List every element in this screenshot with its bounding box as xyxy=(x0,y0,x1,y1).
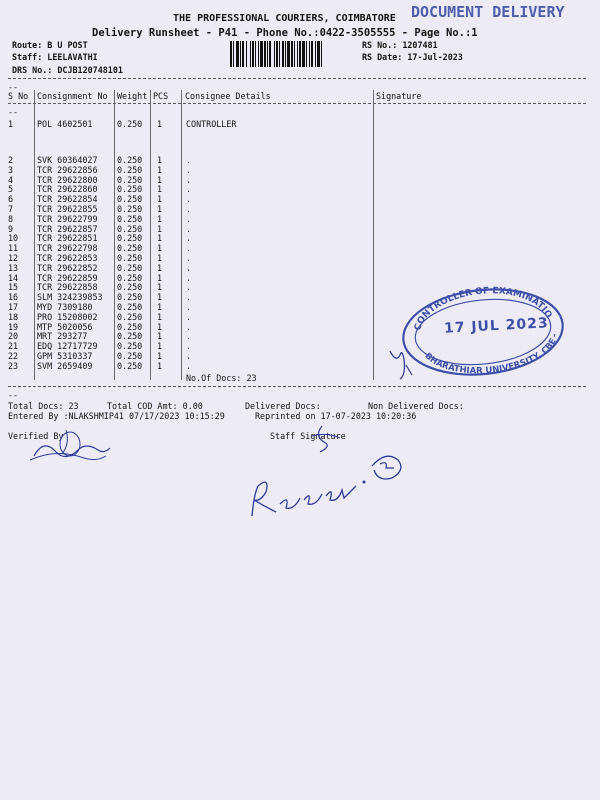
route: Route: B U POST xyxy=(12,40,88,50)
col-separator xyxy=(34,90,35,380)
sno: 18 xyxy=(8,311,19,322)
sno: 16 xyxy=(8,292,19,303)
sno: 15 xyxy=(8,282,19,293)
consignment-number: SVM 2659409 xyxy=(37,360,93,371)
received-handwriting xyxy=(246,446,426,526)
weight: 0.250 xyxy=(117,302,143,312)
entered-by: Entered By :NLAKSHMIP41 07/17/2023 10:15:29 xyxy=(8,411,225,421)
consignee: . xyxy=(186,321,192,332)
consignment-number: TCR 29622855 xyxy=(37,204,98,214)
sno: 23 xyxy=(8,360,19,371)
weight: 0.250 xyxy=(117,282,143,293)
non-delivered-docs: Non Delivered Docs: xyxy=(368,401,464,411)
sno: 12 xyxy=(8,253,19,263)
stamp-top-text: CONTROLLER OF EXAMINATIONS xyxy=(413,286,554,332)
sno: 4 xyxy=(8,174,14,185)
consignment-number: GPM 5310337 xyxy=(37,351,93,361)
col-header-weight: Weight xyxy=(117,91,148,101)
pieces: 1 xyxy=(157,194,163,205)
sno: 9 xyxy=(8,223,14,234)
pieces: 1 xyxy=(157,262,163,273)
consignment-number: TCR 29622858 xyxy=(37,282,98,293)
rs-number: RS No.: 1207481 xyxy=(362,40,438,50)
consignee: . xyxy=(186,351,192,361)
col-header-pcs: PCS xyxy=(153,91,169,101)
consignment-number: TCR 29622798 xyxy=(37,243,98,254)
consignee: . xyxy=(186,233,192,244)
consignee: . xyxy=(186,164,192,175)
consignment-number: EDQ 12717729 xyxy=(37,341,98,352)
signature-initial-mark xyxy=(386,345,416,385)
col-header-consignment: Consignment No xyxy=(37,91,108,101)
company-name: THE PROFESSIONAL COURIERS, COIMBATORE xyxy=(173,13,396,24)
pieces: 1 xyxy=(157,164,163,175)
consignment-number: TCR 29622799 xyxy=(37,213,98,224)
pieces: 1 xyxy=(157,204,163,214)
weight: 0.250 xyxy=(117,204,143,214)
col-header-signature: Signature xyxy=(376,91,422,101)
weight: 0.250 xyxy=(117,272,143,283)
sno: 7 xyxy=(8,204,14,214)
weight: 0.250 xyxy=(117,253,143,263)
rule-marker: -- xyxy=(8,82,19,92)
pieces: 1 xyxy=(157,155,163,165)
pieces: 1 xyxy=(157,331,163,342)
consignee: . xyxy=(186,341,192,352)
weight: 0.250 xyxy=(117,164,143,175)
consignee: . xyxy=(186,331,192,342)
stamp-date: 17 JUL 2023 xyxy=(443,315,550,337)
rule xyxy=(8,78,586,79)
weight: 0.250 xyxy=(117,119,143,129)
consignment-number: TCR 29622851 xyxy=(37,233,98,244)
consignment-number: TCR 29622853 xyxy=(37,253,98,263)
consignee: . xyxy=(186,204,192,214)
pieces: 1 xyxy=(157,282,163,293)
sno: 6 xyxy=(8,194,14,205)
consignee: . xyxy=(186,302,192,312)
weight: 0.250 xyxy=(117,233,143,244)
consignee: . xyxy=(186,174,192,185)
pieces: 1 xyxy=(157,213,163,224)
sno: 19 xyxy=(8,321,19,332)
drs-number: DRS No.: DCJB120748101 xyxy=(12,65,123,75)
total-cod-amount: Total COD Amt: 0.00 xyxy=(107,401,203,411)
sno: 22 xyxy=(8,351,19,361)
document-delivery-stamp: DOCUMENT DELIVERY xyxy=(411,3,565,21)
weight: 0.250 xyxy=(117,360,143,371)
verified-by-label: Verified By xyxy=(8,431,64,441)
pieces: 1 xyxy=(157,233,163,244)
weight: 0.250 xyxy=(117,292,143,303)
consignment-number: SLM 324239853 xyxy=(37,292,103,303)
col-separator xyxy=(150,90,151,380)
pieces: 1 xyxy=(157,223,163,234)
consignment-number: SVK 60364027 xyxy=(37,155,98,165)
consignment-number: POL 4602501 xyxy=(37,119,93,129)
rs-date: RS Date: 17-Jul-2023 xyxy=(362,52,463,62)
sno: 17 xyxy=(8,302,19,312)
consignee: . xyxy=(186,184,192,195)
delivered-docs: Delivered Docs: xyxy=(245,401,321,411)
col-separator xyxy=(373,90,374,380)
col-header-sno: S No xyxy=(8,91,29,101)
pieces: 1 xyxy=(157,351,163,361)
pieces: 1 xyxy=(157,253,163,263)
weight: 0.250 xyxy=(117,184,143,195)
consignee: . xyxy=(186,223,192,234)
no-of-docs: No.Of Docs: 23 xyxy=(186,373,257,383)
weight: 0.250 xyxy=(117,213,143,224)
sno: 13 xyxy=(8,262,19,273)
barcode xyxy=(230,41,353,67)
sno: 2 xyxy=(8,155,14,165)
consignee: . xyxy=(186,194,192,205)
pieces: 1 xyxy=(157,292,163,303)
col-header-consignee: Consignee Details xyxy=(185,91,271,101)
weight: 0.250 xyxy=(117,311,143,322)
pieces: 1 xyxy=(157,321,163,332)
runsheet-title: Delivery Runsheet - P41 - Phone No.:0422-3505555 - Page No.:1 xyxy=(92,27,478,39)
consignment-number: TCR 29622860 xyxy=(37,184,98,195)
weight: 0.250 xyxy=(117,341,143,352)
consignment-number: TCR 29622852 xyxy=(37,262,98,273)
consignment-number: TCR 29622854 xyxy=(37,194,98,205)
consignment-number: MTP 5020056 xyxy=(37,321,93,332)
sno: 14 xyxy=(8,272,19,283)
consignee: . xyxy=(186,262,192,273)
rule xyxy=(8,103,586,104)
university-stamp xyxy=(398,286,568,378)
sno: 3 xyxy=(8,164,14,175)
weight: 0.250 xyxy=(117,331,143,342)
pieces: 1 xyxy=(157,302,163,312)
col-separator xyxy=(114,90,115,380)
sno: 5 xyxy=(8,184,14,195)
consignee: . xyxy=(186,213,192,224)
rule-marker: -- xyxy=(8,390,19,400)
rule xyxy=(8,386,586,387)
consignee: . xyxy=(186,311,192,322)
pieces: 1 xyxy=(157,174,163,185)
col-separator xyxy=(181,90,182,380)
total-docs: Total Docs: 23 xyxy=(8,401,79,411)
sno: 1 xyxy=(8,119,14,129)
consignee: CONTROLLER xyxy=(186,119,237,129)
sno: 20 xyxy=(8,331,19,342)
weight: 0.250 xyxy=(117,262,143,273)
consignee: . xyxy=(186,155,192,165)
consignee: . xyxy=(186,282,192,293)
pieces: 1 xyxy=(157,272,163,283)
weight: 0.250 xyxy=(117,194,143,205)
weight: 0.250 xyxy=(117,321,143,332)
pieces: 1 xyxy=(157,341,163,352)
consignee: . xyxy=(186,272,192,283)
sno: 8 xyxy=(8,213,14,224)
consignment-number: TCR 29622859 xyxy=(37,272,98,283)
consignment-number: MRT 293277 xyxy=(37,331,88,342)
consignment-number: TCR 29622857 xyxy=(37,223,98,234)
consignee: . xyxy=(186,253,192,263)
sno: 21 xyxy=(8,341,19,352)
pieces: 1 xyxy=(157,119,163,129)
weight: 0.250 xyxy=(117,174,143,185)
weight: 0.250 xyxy=(117,155,143,165)
staff-name: Staff: LEELAVATHI xyxy=(12,52,98,62)
reprinted-on: Reprinted on 17-07-2023 10:20:36 xyxy=(255,411,417,421)
weight: 0.250 xyxy=(117,243,143,254)
weight: 0.250 xyxy=(117,223,143,234)
pieces: 1 xyxy=(157,311,163,322)
sno: 10 xyxy=(8,233,19,244)
consignment-number: TCR 29622800 xyxy=(37,174,98,185)
consignee: . xyxy=(186,292,192,303)
consignee: . xyxy=(186,243,192,254)
verified-signature xyxy=(26,428,111,468)
consignee: . xyxy=(186,360,192,371)
pieces: 1 xyxy=(157,243,163,254)
pieces: 1 xyxy=(157,184,163,195)
weight: 0.250 xyxy=(117,351,143,361)
staff-signature-label: Staff Signature xyxy=(270,431,346,441)
stamp-bottom-text: BHARATHIAR UNIVERSITY, CBE - xyxy=(422,333,561,377)
consignment-number: PRO 15208002 xyxy=(37,311,98,322)
consignment-number: MYD 7309180 xyxy=(37,302,93,312)
sno: 11 xyxy=(8,243,19,254)
consignment-number: TCR 29622856 xyxy=(37,164,98,175)
pieces: 1 xyxy=(157,360,163,371)
rule-marker: -- xyxy=(8,107,19,117)
